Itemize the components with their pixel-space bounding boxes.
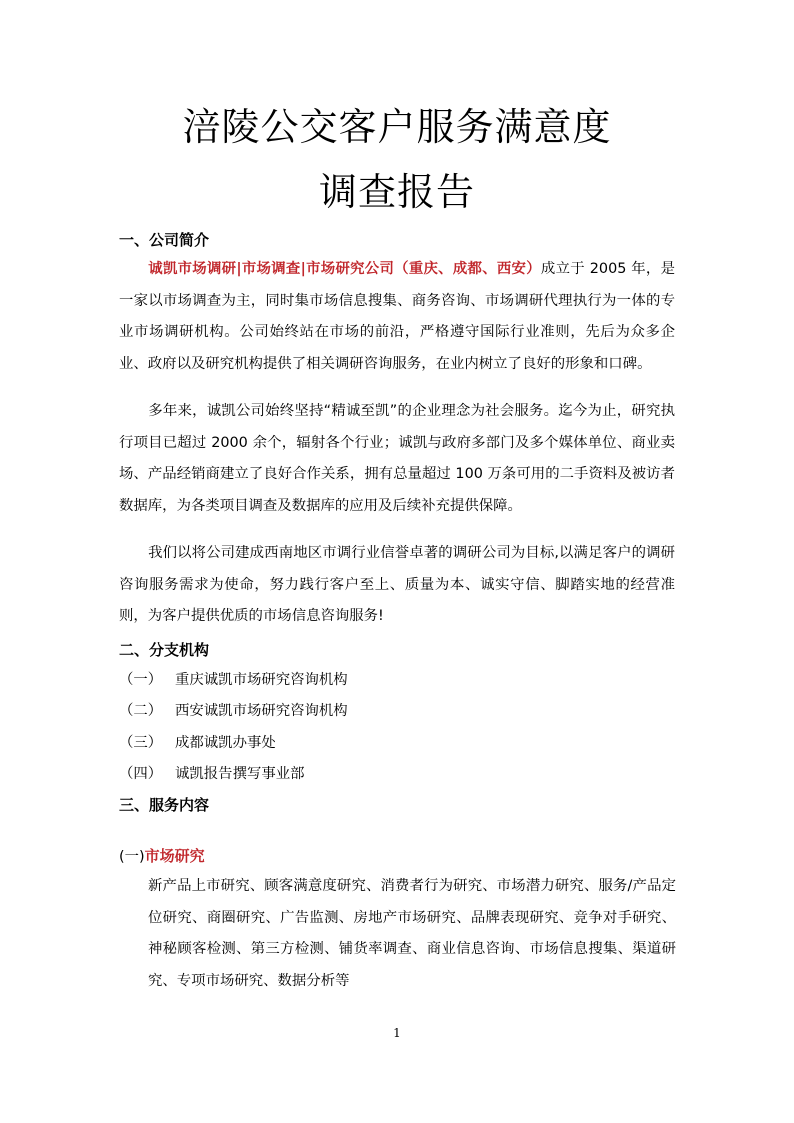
- document-title-line1: 涪陵公交客户服务满意度: [182, 105, 612, 149]
- branch-number: （一）: [119, 672, 163, 688]
- branch-number: （二）: [119, 703, 163, 719]
- service-subheading-market-research: [119, 846, 205, 867]
- branch-name: 重庆诚凯市场研究咨询机构: [175, 672, 348, 688]
- section-heading-services: 三、服务内容: [119, 796, 210, 814]
- branch-item: [119, 701, 348, 721]
- company-name-highlight: 诚凯市场调研|市场调查|市场研究公司（重庆、成都、西安）: [148, 261, 541, 277]
- branch-name: 诚凯报告撰写事业部: [175, 766, 305, 782]
- page-number: 1: [393, 1026, 401, 1040]
- branch-item: [119, 764, 305, 784]
- branch-number: （三）: [119, 735, 163, 751]
- branch-item: [119, 733, 276, 753]
- intro-paragraph-1-text: 成立于 2005 年，是一家以市场调查为主，同时集市场信息搜集、商务咨询、市场调研代理执行为一体的专业市场调研机构。公司始终站在市场的前沿，严格遵守国际行业准则，先后为众多企业、政府以及研究机构提供了相关调研咨询服务，在业内树立了良好的形象和口碑。: [119, 261, 675, 372]
- intro-paragraph-3: [119, 538, 675, 633]
- branch-item: [119, 670, 348, 690]
- intro-paragraph-2: [119, 396, 675, 522]
- service-sub-number: (一): [119, 849, 145, 865]
- section-heading-branches: 二、分支机构: [119, 641, 210, 659]
- intro-paragraph-2-text: 多年来，诚凯公司始终坚持“精诚至凯”的企业理念为社会服务。迄今为止，研究执行项目已超过 2000 余个，辐射各个行业；诚凯与政府多部门及多个媒体单位、商业卖场、产品经销商建立了良好合作关系，拥有总量超过 100 万条可用的二手资料及被访者数据库，为各类项目调查及数据库的应用及后续补充提供保障。: [119, 403, 675, 514]
- service-sub-title: 市场研究: [144, 847, 205, 865]
- intro-paragraph-3-text: 我们以将公司建成西南地区市调行业信誉卓著的调研公司为目标,以满足客户的调研咨询服务需求为使命，努力践行客户至上、质量为本、诚实守信、脚踏实地的经营准则，为客户提供优质的市场信息咨询服务!: [119, 545, 675, 624]
- branch-name: 西安诚凯市场研究咨询机构: [175, 703, 348, 719]
- branch-number: （四）: [119, 766, 163, 782]
- section-heading-company-intro: 一、公司简介: [119, 231, 210, 249]
- intro-paragraph-1: [119, 254, 675, 380]
- document-title-line2: 调查报告: [318, 170, 475, 214]
- branch-name: 成都诚凯办事处: [175, 735, 276, 751]
- market-research-description: 新产品上市研究、顾客满意度研究、消费者行为研究、市场潜力研究、服务/产品定位研究、商圈研究、广告监测、房地产市场研究、品牌表现研究、竞争对手研究、神秘顾客检测、第三方检测、铺货率调查、商业信息咨询、市场信息搜集、渠道研究、专项市场研究、数据分析等: [148, 878, 676, 989]
